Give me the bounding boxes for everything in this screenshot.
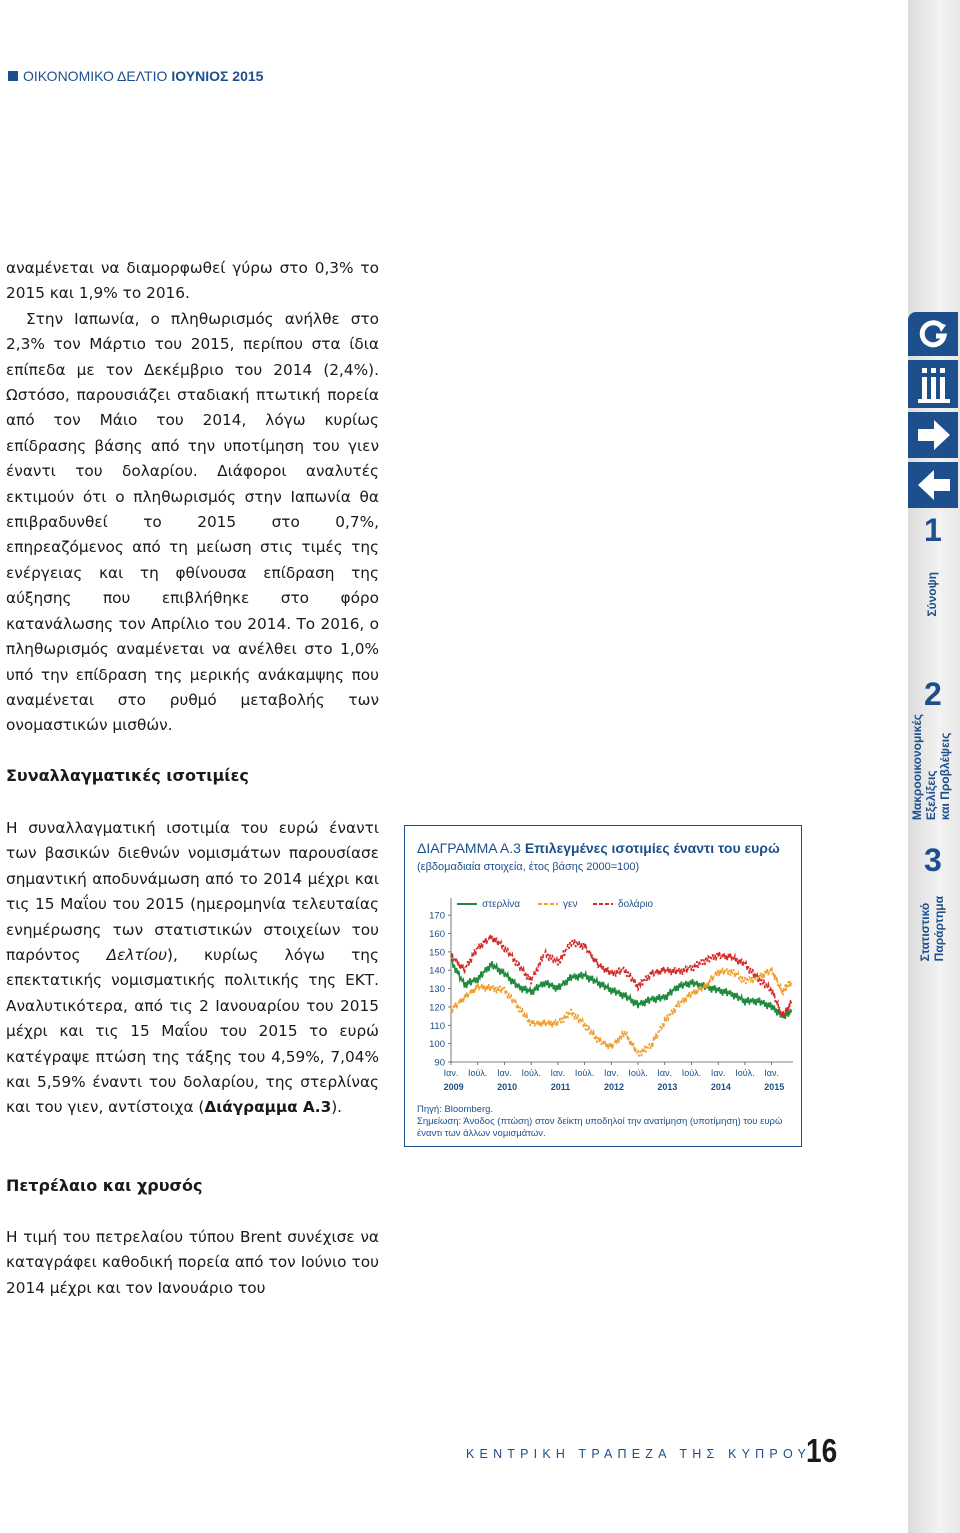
- paragraph-3-part-c: ).: [331, 1098, 343, 1117]
- chart-label: ΔΙΑΓΡΑΜΜΑ Α.3: [417, 840, 521, 856]
- x-tick-month-label: Ιούλ.: [681, 1068, 702, 1078]
- x-tick-year-label: 2015: [764, 1082, 785, 1092]
- y-tick-label: 160: [429, 929, 445, 941]
- x-tick-month-label: Ιαν.: [603, 1068, 619, 1078]
- tab2-label-line3: και Προβλέψεις: [938, 732, 952, 821]
- legend-label-3: δολάριο: [618, 899, 654, 910]
- x-tick-month-label: Ιαν.: [497, 1068, 512, 1078]
- chart-title-text: Επιλεγμένες ισοτιμίες έναντι του ευρώ: [524, 840, 780, 856]
- page-number: 16: [806, 1432, 838, 1469]
- contents-icon: [908, 360, 958, 408]
- y-tick-label: 90: [434, 1057, 445, 1069]
- tab3-number[interactable]: 3: [924, 842, 942, 878]
- chart-svg: [405, 826, 801, 1146]
- paragraph-2: Στην Ιαπωνία, ο πληθωρισμός ανήλθε στο 2,3% τον Μάρτιο του 2015, περίπου στα ίδια επίπεδα με τον Δεκέμβριο του 2014 (2,4%). Ωστόσο, παρουσιάζει σταδιακή πτωτική πορεία από τον Μάιο του 2014, λόγω κυρίως επίδρασης βάσης από την υποτίμηση του γιεν έναντι του δολαρίου. Διάφοροι αναλυτές εκτιμούν ότι ο πληθωρισμός στην Ιαπωνία θα επιβραδυνθεί το 2015 στο 0,7%, επηρεαζόμενος από τη μείωση στις τιμές της ενέργειας και τη φθίνουσα επίδραση της αύξησης που επιβλήθηκε στο φόρο κατανάλωσης τον Απρίλιο του 2014. Το 2016, ο πληθωρισμός αναμένεται να ανέλθει στο 1,0% υπό την επίδραση της μερικής ανάκαμψης που αναμένεται στο ρυθμό μεταβολής των ονομαστικών μισθών.: [6, 309, 379, 735]
- refresh-button[interactable]: [908, 312, 958, 356]
- paragraph-3-part-a: Η συναλλαγματική ισοτιμία του ευρώ έναντι των βασικών διεθνών νομισμάτων παρουσίασε σημαντική αποδυνάμωση από το 2014 μέχρι και τις 15 Μαΐου του 2015 (ημερομηνία τελευταίας ενημέρωσης των στατιστικών στοιχείων του παρόντος: [6, 819, 379, 965]
- x-tick-month-label: Ιαν.: [657, 1068, 673, 1078]
- tab3-label-line1: Στατιστικό: [918, 902, 932, 962]
- next-page-button[interactable]: [908, 412, 958, 458]
- tab3-label[interactable]: [918, 896, 946, 961]
- tab2-label-line2: Εξελίξεις: [924, 770, 938, 821]
- x-tick-year-label: 2014: [710, 1082, 731, 1092]
- tab2-label-line1: Μακροοικονομικές: [910, 714, 924, 821]
- tab1-label[interactable]: Σύνοψη: [925, 572, 939, 617]
- previous-page-button[interactable]: [908, 462, 958, 508]
- paragraph-1: αναμένεται να διαμορφωθεί γύρω στο 0,3% το 2015 και 1,9% το 2016.: [6, 259, 379, 303]
- chart-source-note: [417, 1104, 801, 1140]
- contents-button[interactable]: [908, 360, 958, 408]
- text-column-top: [6, 256, 379, 739]
- tab3-label-line2: Παράρτημα: [932, 896, 946, 962]
- paragraph-4: Η τιμή του πετρελαίου τύπου Brent συνέχισε να καταγράφει καθοδική πορεία από τον Ιούνιο του 2014 μέχρι και τον Ιανουάριο του: [6, 1228, 379, 1297]
- arrow-left-icon: [908, 462, 958, 508]
- text-column-bottom: [6, 1225, 379, 1301]
- y-tick-label: 140: [429, 965, 445, 977]
- y-tick-label: 170: [429, 910, 445, 922]
- x-tick-month-label: Ιούλ.: [574, 1068, 595, 1078]
- x-tick-month-label: Ιαν.: [710, 1068, 726, 1078]
- legend-label-2: γεν: [563, 899, 578, 910]
- header-square-icon: [8, 71, 18, 81]
- tab1-number[interactable]: 1: [924, 512, 942, 548]
- series-line-2: [451, 967, 791, 1057]
- x-tick-year-label: 2010: [497, 1082, 518, 1092]
- x-tick-month-label: Ιούλ.: [521, 1068, 541, 1078]
- x-tick-month-label: Ιαν.: [764, 1068, 779, 1078]
- header-issue: ΙΟΥΝΙΟΣ 2015: [171, 68, 264, 84]
- text-column-middle: [6, 816, 379, 1121]
- x-tick-month-label: Ιαν.: [443, 1068, 459, 1078]
- y-tick-label: 120: [429, 1002, 445, 1014]
- x-tick-year-label: 2013: [657, 1082, 678, 1092]
- tab2-label[interactable]: [910, 714, 952, 820]
- x-tick-month-label: Ιαν.: [550, 1068, 566, 1078]
- paragraph-3-part-b: ), κυρίως λόγω της επεκτατικής νομισματικής πολιτικής της ΕΚΤ. Αναλυτικότερα, από τις 2 Ιανουαρίου του 2015 μέχρι και τις 15 Μαΐου του 2015 το ευρώ κατέγραψε πτώση της τάξης του 4,59%, 7,04% και 5,59% έναντι του δολαρίου, της στερλίνας και του γιεν, αντίστοιχα (: [6, 946, 379, 1117]
- legend-label-1: στερλίνα: [482, 899, 521, 910]
- x-tick-month-label: Ιούλ.: [735, 1068, 755, 1078]
- section-title-oil-gold: Πετρέλαιο και χρυσός: [6, 1176, 203, 1195]
- paragraph-3: [6, 816, 379, 1121]
- chart-box: [404, 825, 802, 1147]
- paragraph-3-figure-ref: Διάγραμμα Α.3: [204, 1098, 332, 1117]
- refresh-icon: [908, 312, 958, 356]
- section-title-exchange-rates: Συναλλαγματικές ισοτιμίες: [6, 766, 249, 785]
- chart-note: Σημείωση: Άνοδος (πτώση) στον δείκτη υποδηλοί την ανατίμηση (υποτίμηση) του ευρώ έναντι των άλλων νομισμάτων.: [417, 1116, 783, 1139]
- chart-subtitle: (εβδομαδιαία στοιχεία, έτος βάσης 2000=100): [417, 861, 640, 873]
- header-label: ΟΙΚΟΝΟΜΙΚΟ ΔΕΛΤΙΟ: [23, 68, 168, 84]
- y-tick-label: 100: [429, 1039, 445, 1051]
- x-tick-year-label: 2012: [603, 1082, 624, 1092]
- paragraph-3-italic: Δελτίου: [106, 946, 167, 965]
- tab2-number[interactable]: 2: [924, 676, 942, 712]
- running-header: [8, 68, 263, 84]
- chart-source: Πηγή: Bloomberg.: [417, 1104, 494, 1115]
- footer-organization: ΚΕΝΤΡΙΚΗ ΤΡΑΠΕΖΑ ΤΗΣ ΚΥΠΡΟΥ: [466, 1447, 811, 1461]
- arrow-right-icon: [908, 412, 958, 458]
- y-tick-label: 130: [429, 984, 445, 996]
- x-tick-month-label: Ιούλ.: [468, 1068, 488, 1078]
- x-tick-month-label: Ιούλ.: [628, 1068, 648, 1078]
- x-tick-year-label: 2011: [550, 1082, 571, 1092]
- y-tick-label: 110: [429, 1020, 445, 1032]
- x-tick-year-label: 2009: [443, 1082, 464, 1092]
- y-tick-label: 150: [429, 947, 445, 959]
